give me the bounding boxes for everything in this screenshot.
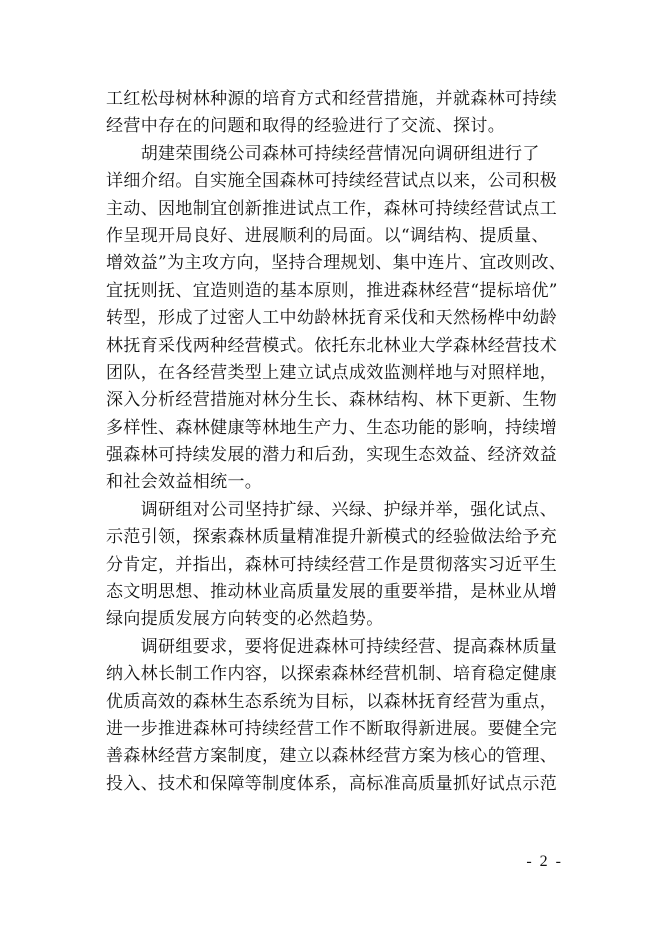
page-number: - 2 - bbox=[526, 853, 563, 870]
text-line: 多样性、森林健康等林地生产力、生态功能的影响，持续增 bbox=[106, 417, 558, 438]
text-line: 绿向提质发展方向转变的必然趋势。 bbox=[106, 609, 384, 630]
text-line: 分肯定，并指出，森林可持续经营工作是贯彻落实习近平生 bbox=[106, 554, 558, 575]
text-line: 和社会效益相统一。 bbox=[106, 472, 263, 493]
text-line: 主动、因地制宜创新推进试点工作，森林可持续经营试点工 bbox=[106, 198, 558, 219]
text-line: 示范引领，探索森林质量精准提升新模式的经验做法给予充 bbox=[106, 527, 558, 548]
text-line: 态文明思想、推动林业高质量发展的重要举措，是林业从增 bbox=[106, 582, 558, 603]
text-line: 详细介绍。自实施全国森林可持续经营试点以来，公司积极 bbox=[106, 171, 558, 192]
document-body bbox=[106, 86, 567, 798]
text-line: 胡建荣围绕公司森林可持续经营情况向调研组进行了 bbox=[106, 143, 540, 164]
text-line: 增效益”为主攻方向，坚持合理规划、集中连片、宜改则改、 bbox=[106, 253, 567, 274]
text-line: 林抚育采伐两种经营模式。依托东北林业大学森林经营技术 bbox=[106, 335, 558, 356]
text-line: 投入、技术和保障等制度体系，高标准高质量抓好试点示范 bbox=[106, 773, 558, 794]
text-line: 强森林可持续发展的潜力和后劲，实现生态效益、经济效益 bbox=[106, 445, 558, 466]
text-line: 工红松母树林种源的培育方式和经营措施，并就森林可持续 bbox=[106, 89, 558, 109]
text-line: 作呈现开局良好、进展顺利的局面。以“调结构、提质量、 bbox=[106, 225, 549, 246]
text-line: 经营中存在的问题和取得的经验进行了交流、探讨。 bbox=[106, 116, 506, 137]
text-line: 善森林经营方案制度，建立以森林经营方案为核心的管理、 bbox=[106, 746, 558, 767]
text-line: 转型，形成了过密人工中幼龄林抚育采伐和天然杨桦中幼龄 bbox=[106, 308, 558, 329]
text-line: 进一步推进森林可持续经营工作不断取得新进展。要健全完 bbox=[106, 718, 558, 739]
text-line: 调研组要求，要将促进森林可持续经营、提高森林质量 bbox=[106, 636, 558, 657]
text-line: 调研组对公司坚持扩绿、兴绿、护绿并举，强化试点、 bbox=[106, 499, 558, 520]
text-line: 深入分析经营措施对林分生长、森林结构、林下更新、生物 bbox=[106, 390, 558, 411]
text-line: 宜抚则抚、宜造则造的基本原则，推进森林经营“提标培优” bbox=[106, 280, 558, 301]
text-line: 团队，在各经营类型上建立试点成效监测样地与对照样地， bbox=[106, 362, 558, 383]
text-line: 优质高效的森林生态系统为目标，以森林抚育经营为重点， bbox=[106, 691, 558, 712]
text-line: 纳入林长制工作内容，以探索森林经营机制、培育稳定健康 bbox=[106, 664, 558, 685]
